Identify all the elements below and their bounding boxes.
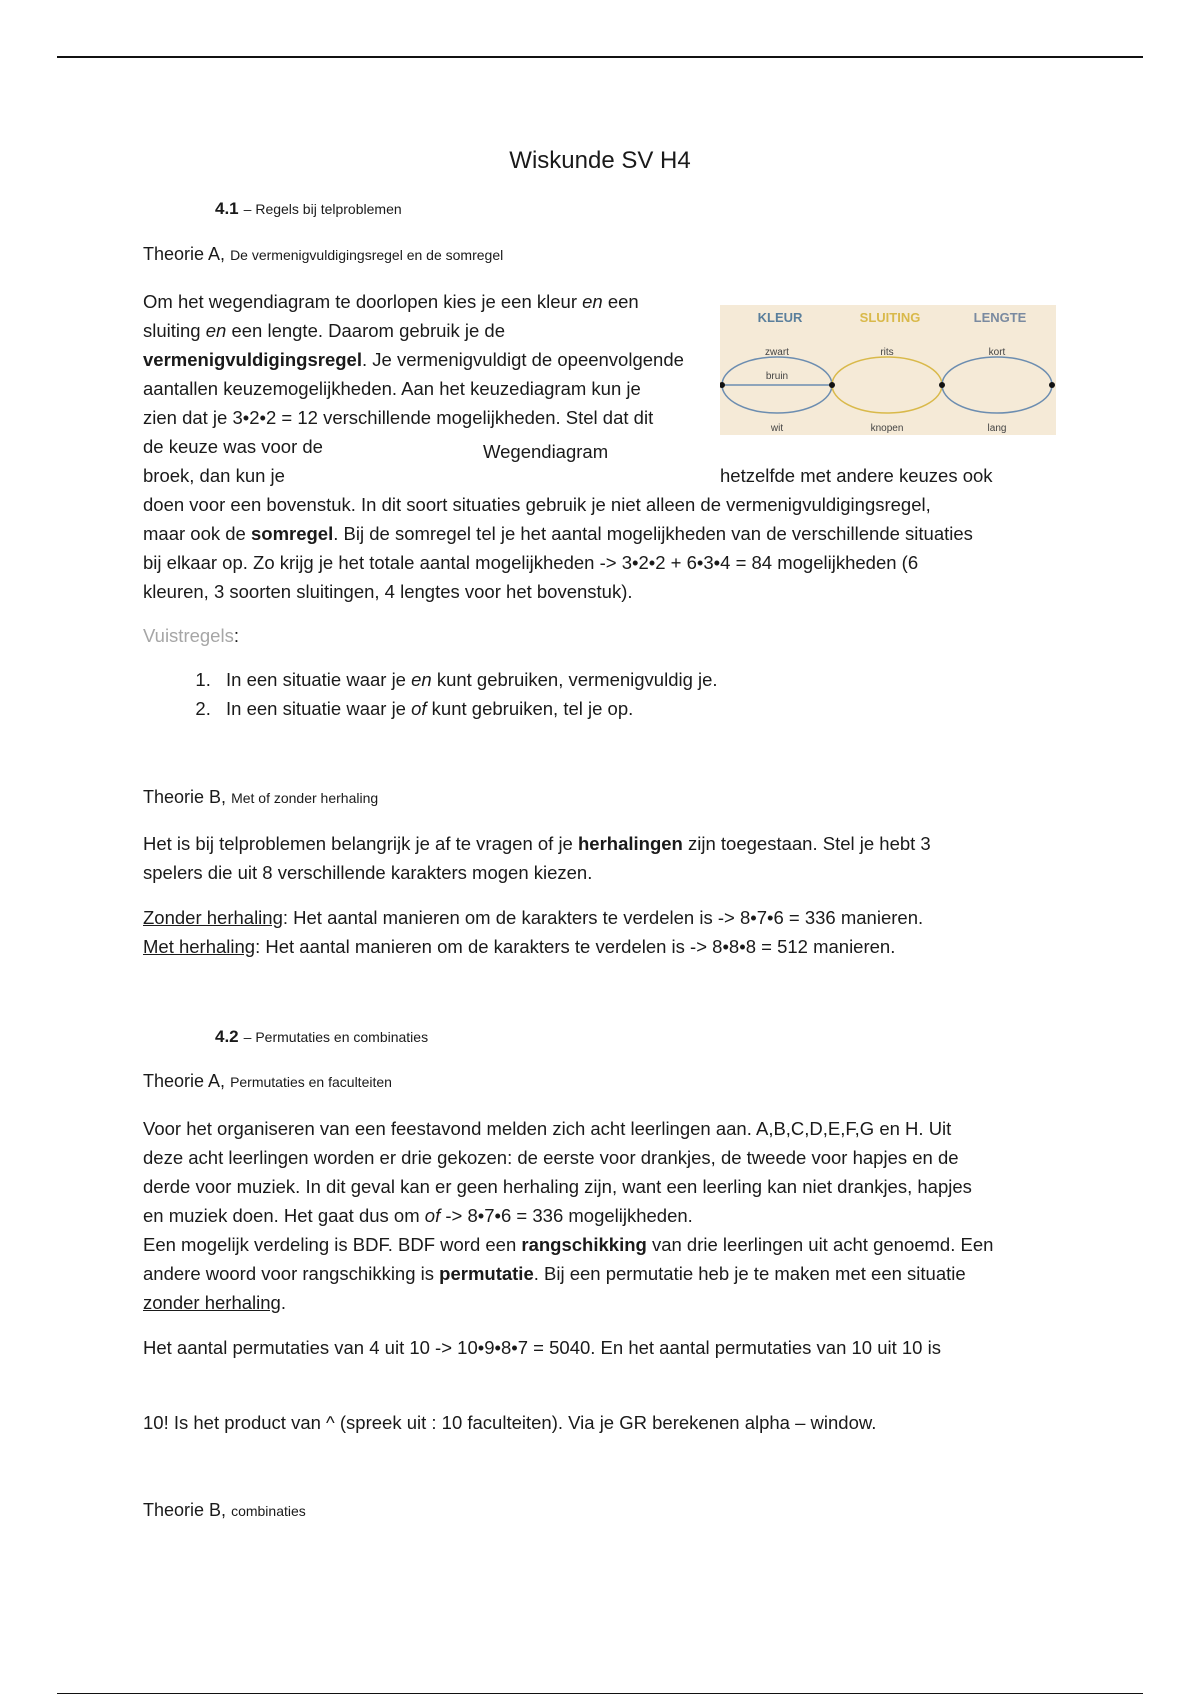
paragraph-zonder-met: Zonder herhaling: Het aantal manieren om de karakters te verdelen is -> 8•7•6 = 336 manieren. Met herhaling: Het aantal manieren om de karakters te verdelen is -> 8•8•8 = 512 manieren. — [143, 907, 924, 957]
paragraph-herhaling: Het is bij telproblemen belangrijk je af te vragen of je herhalingen zijn toegestaan. Stel je hebt 3 spelers die uit 8 verschillende karakters mogen kiezen. — [143, 833, 931, 883]
section-number: 4.2 — [215, 1027, 239, 1046]
diagram-caption: Wegendiagram — [483, 441, 609, 462]
section-heading-4-2 — [215, 1026, 428, 1047]
paragraph-permutaties: Voor het organiseren van een feestavond melden zich acht leerlingen aan. A,B,C,D,E,F,G en H. Uit deze acht leerlingen worden er drie gekozen: de eerste voor drankjes, de tweede voor hapjes en de derde voor muziek. In dit geval kan er geen herhaling zijn, want een leerling kan niet drankjes, hapjes en muziek doen. Het gaat dus om of -> 8•7•6 = 336 mogelijkheden. Een mogelijk verdeling is BDF. BDF word een rangschikking van drie leerlingen uit acht genoemd. Een andere woord voor rangschikking is permutatie. Bij een permutatie heb je te maken met een situatie zonder herhaling. — [143, 1118, 994, 1313]
diagram-header-lengte: LENGTE — [973, 310, 1027, 325]
theorie-b-heading-4-2 — [143, 1500, 306, 1521]
paragraph-permutaties-4-uit-10: Het aantal permutaties van 4 uit 10 -> 10•9•8•7 = 5040. En het aantal permutaties van 10 uit 10 is — [143, 1337, 941, 1358]
top-rule — [57, 56, 1143, 58]
diagram-label-kort: kort — [988, 347, 1006, 358]
diagram-label-rits: rits — [880, 347, 894, 358]
paragraph-continuation: hetzelfde met andere keuzes ook — [720, 465, 993, 486]
theorie-b-heading — [143, 787, 378, 808]
wegendiagram-image — [720, 305, 1056, 435]
diagram-header-kleur: KLEUR — [757, 310, 803, 325]
section-title: – Regels bij telproblemen — [243, 201, 402, 217]
theorie-subtitle: De vermenigvuldigingsregel en de somregel — [230, 247, 504, 263]
section-title: – Permutaties en combinaties — [243, 1029, 429, 1045]
diagram-node — [939, 382, 945, 388]
diagram-node — [829, 382, 835, 388]
theorie-label: Theorie A, — [143, 1071, 226, 1091]
theorie-a-heading — [143, 244, 503, 265]
paragraph-faculteit: 10! Is het product van ^ (spreek uit : 10 faculteiten). Via je GR berekenen alpha – window. — [143, 1412, 877, 1433]
list-item: 2. In een situatie waar je of kunt gebruiken, tel je op. — [216, 694, 718, 723]
theorie-a-heading-4-2 — [143, 1071, 392, 1092]
diagram-label-zwart: zwart — [765, 347, 789, 358]
diagram-node — [1049, 382, 1055, 388]
theorie-label: Theorie A, — [143, 244, 226, 264]
paragraph-somregel: doen voor een bovenstuk. In dit soort situaties gebruik je niet alleen de vermenigvuldigingsregel, maar ook de somregel. Bij de somregel tel je het aantal mogelijkheden van de verschillende situaties bij elkaar op. Zo krijg je het totale aantal mogelijkheden -> 3•2•2 + 6•3•4 = 84 mogelijkheden (6 kleuren, 3 soorten sluitingen, 4 lengtes voor het bovenstuk). — [143, 494, 973, 602]
theorie-label: Theorie B, — [143, 787, 227, 807]
list-item: 1. In een situatie waar je en kunt gebruiken, vermenigvuldig je. — [216, 665, 718, 694]
vuistregels-list — [143, 665, 718, 723]
diagram-sluiting-branch — [832, 357, 942, 413]
diagram-label-bruin: bruin — [765, 371, 789, 382]
theorie-subtitle: Met of zonder herhaling — [231, 790, 379, 806]
section-number: 4.1 — [215, 199, 239, 218]
paragraph-wegendiagram: Om het wegendiagram te doorlopen kies je een kleur en een sluiting en een lengte. Daarom gebruik je de vermenigvuldigingsregel. Je vermenigvuldigt de opeenvolgende aantallen keuzemogelijkheden. Aan het keuzediagram kun je zien dat je 3•2•2 = 12 verschillende mogelijkheden. Stel dat dit de keuze was voor de broek, dan kun je — [143, 291, 684, 486]
theorie-subtitle: Permutaties en faculteiten — [230, 1074, 392, 1090]
theorie-subtitle: combinaties — [231, 1503, 306, 1519]
diagram-label-lang: lang — [987, 423, 1007, 434]
theorie-label: Theorie B, — [143, 1500, 227, 1520]
wegendiagram-svg — [720, 305, 1056, 435]
section-heading-4-1 — [215, 198, 402, 219]
diagram-label-wit: wit — [770, 423, 784, 434]
diagram-header-sluiting: SLUITING — [859, 310, 921, 325]
document-title: Wiskunde SV H4 — [509, 147, 691, 174]
diagram-node — [720, 382, 725, 388]
vuistregels-heading: Vuistregels: — [143, 625, 239, 646]
diagram-lengte-branch — [942, 357, 1052, 413]
bottom-rule — [57, 1693, 1143, 1694]
diagram-label-knopen: knopen — [870, 423, 904, 434]
